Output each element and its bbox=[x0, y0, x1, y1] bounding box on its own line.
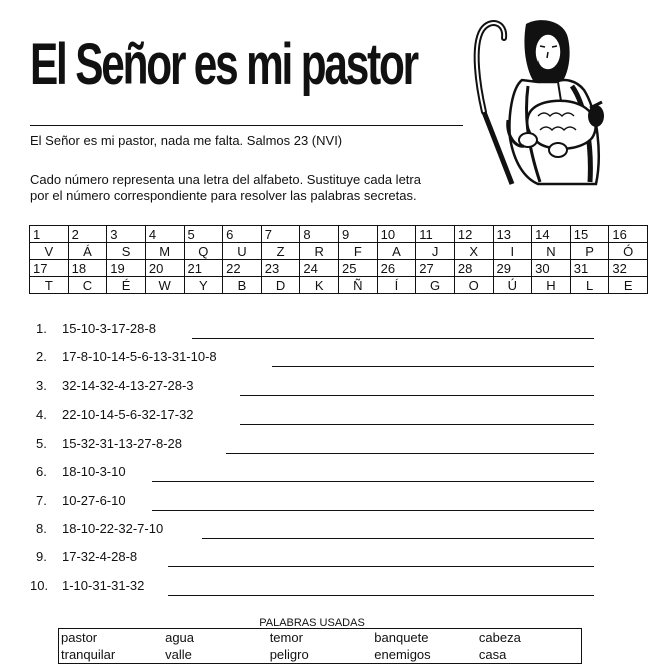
cipher-letter: G bbox=[416, 277, 455, 294]
puzzle-number: 10. bbox=[30, 578, 49, 593]
cipher-number: 12 bbox=[454, 226, 493, 243]
cipher-number: 15 bbox=[570, 226, 609, 243]
cipher-letter: Ñ bbox=[339, 277, 378, 294]
cipher-letter: X bbox=[454, 243, 493, 260]
words-used-title: PALABRAS USADAS bbox=[259, 617, 365, 629]
cipher-letter-row bbox=[30, 277, 648, 294]
puzzle-number: 7. bbox=[36, 493, 47, 508]
word-used: pastor bbox=[61, 630, 98, 645]
puzzle-code: 10-27-6-10 bbox=[62, 493, 126, 508]
cipher-letter: F bbox=[339, 243, 378, 260]
cipher-number: 14 bbox=[532, 226, 571, 243]
puzzle-code: 1-10-31-31-32 bbox=[62, 578, 145, 593]
cipher-number: 32 bbox=[609, 260, 648, 277]
cipher-letter: U bbox=[223, 243, 262, 260]
cipher-number: 25 bbox=[339, 260, 378, 277]
word-used: agua bbox=[165, 630, 195, 645]
cipher-letter: D bbox=[261, 277, 300, 294]
cipher-letter: B bbox=[223, 277, 262, 294]
answer-line[interactable] bbox=[226, 453, 594, 454]
cipher-letter: J bbox=[416, 243, 455, 260]
instructions-line: Cado número representa una letra del alfabeto. Sustituye cada letra bbox=[30, 172, 421, 187]
answer-line[interactable] bbox=[168, 595, 594, 596]
instructions-line: por el número correspondiente para resolver las palabras secretas. bbox=[30, 188, 417, 203]
cipher-number: 1 bbox=[30, 226, 69, 243]
puzzle-code: 18-10-22-32-7-10 bbox=[62, 521, 164, 536]
answer-line[interactable] bbox=[240, 395, 594, 396]
answer-line[interactable] bbox=[272, 366, 594, 367]
puzzle-number: 9. bbox=[36, 549, 47, 564]
puzzle-number: 1. bbox=[36, 321, 47, 336]
shepherd-illustration-icon bbox=[468, 16, 608, 186]
cipher-letter: R bbox=[300, 243, 339, 260]
puzzle-number: 2. bbox=[36, 349, 47, 364]
cipher-letter: C bbox=[68, 277, 107, 294]
word-used: casa bbox=[478, 647, 507, 662]
answer-line[interactable] bbox=[168, 566, 594, 567]
word-used: peligro bbox=[269, 647, 309, 662]
cipher-number-row bbox=[30, 260, 648, 277]
cipher-number: 13 bbox=[493, 226, 532, 243]
cipher-number: 23 bbox=[261, 260, 300, 277]
puzzle-number: 6. bbox=[36, 464, 47, 479]
cipher-number: 27 bbox=[416, 260, 455, 277]
cipher-number: 19 bbox=[107, 260, 146, 277]
puzzle-code: 17-8-10-14-5-6-13-31-10-8 bbox=[62, 349, 217, 364]
puzzle-code: 15-32-31-13-27-8-28 bbox=[62, 436, 182, 451]
cipher-number: 4 bbox=[145, 226, 184, 243]
cipher-letter: V bbox=[30, 243, 69, 260]
word-used: tranquilar bbox=[61, 647, 116, 662]
cipher-letter: E bbox=[609, 277, 648, 294]
cipher-number: 17 bbox=[30, 260, 69, 277]
cipher-number: 31 bbox=[570, 260, 609, 277]
cipher-letter: Ó bbox=[609, 243, 648, 260]
cipher-letter: M bbox=[145, 243, 184, 260]
cipher-number: 3 bbox=[107, 226, 146, 243]
cipher-letter: I bbox=[493, 243, 532, 260]
words-used-row bbox=[59, 646, 582, 664]
cipher-number: 29 bbox=[493, 260, 532, 277]
cipher-letter: A bbox=[377, 243, 416, 260]
puzzle-code: 18-10-3-10 bbox=[62, 464, 126, 479]
cipher-letter-row bbox=[30, 243, 648, 260]
instructions bbox=[30, 172, 460, 204]
cipher-number: 9 bbox=[339, 226, 378, 243]
cipher-letter: Z bbox=[261, 243, 300, 260]
words-used-row bbox=[59, 629, 582, 647]
cipher-number: 6 bbox=[223, 226, 262, 243]
puzzle-number: 8. bbox=[36, 521, 47, 536]
cipher-letter: Ú bbox=[493, 277, 532, 294]
word-used: enemigos bbox=[374, 647, 431, 662]
cipher-letter: Í bbox=[377, 277, 416, 294]
cipher-number: 16 bbox=[609, 226, 648, 243]
puzzle-code: 17-32-4-28-8 bbox=[62, 549, 138, 564]
cipher-letter: P bbox=[570, 243, 609, 260]
cipher-number-row bbox=[30, 226, 648, 243]
cipher-letter: Á bbox=[68, 243, 107, 260]
cipher-letter: K bbox=[300, 277, 339, 294]
cipher-letter: S bbox=[107, 243, 146, 260]
cipher-number: 21 bbox=[184, 260, 223, 277]
cipher-letter: É bbox=[107, 277, 146, 294]
words-used-table bbox=[58, 628, 582, 664]
cipher-letter: O bbox=[454, 277, 493, 294]
answer-line[interactable] bbox=[152, 481, 594, 482]
cipher-number: 8 bbox=[300, 226, 339, 243]
answer-line[interactable] bbox=[202, 538, 594, 539]
puzzle-number: 3. bbox=[36, 378, 47, 393]
answer-line[interactable] bbox=[152, 510, 594, 511]
cipher-number: 7 bbox=[261, 226, 300, 243]
word-used: valle bbox=[165, 647, 192, 662]
cipher-number: 5 bbox=[184, 226, 223, 243]
word-used: temor bbox=[269, 630, 303, 645]
puzzle-code: 32-14-32-4-13-27-28-3 bbox=[62, 378, 194, 393]
cipher-letter: T bbox=[30, 277, 69, 294]
page-title: El Señor es mi pastor bbox=[30, 32, 417, 97]
puzzle-code: 22-10-14-5-6-32-17-32 bbox=[62, 407, 194, 422]
cipher-number: 26 bbox=[377, 260, 416, 277]
answer-line[interactable] bbox=[240, 424, 594, 425]
puzzle-number: 5. bbox=[36, 436, 47, 451]
cipher-number: 18 bbox=[68, 260, 107, 277]
cipher-letter: Y bbox=[184, 277, 223, 294]
word-used: cabeza bbox=[478, 630, 521, 645]
cipher-number: 10 bbox=[377, 226, 416, 243]
cipher-letter: H bbox=[532, 277, 571, 294]
cipher-letter: L bbox=[570, 277, 609, 294]
cipher-number: 22 bbox=[223, 260, 262, 277]
cipher-number: 28 bbox=[454, 260, 493, 277]
cipher-letter: W bbox=[145, 277, 184, 294]
cipher-number: 30 bbox=[532, 260, 571, 277]
verse-text: El Señor es mi pastor, nada me falta. Salmos 23 (NVI) bbox=[30, 133, 343, 148]
answer-line[interactable] bbox=[192, 338, 594, 339]
cipher-number: 2 bbox=[68, 226, 107, 243]
cipher-letter: N bbox=[532, 243, 571, 260]
cipher-number: 20 bbox=[145, 260, 184, 277]
puzzle-number: 4. bbox=[36, 407, 47, 422]
cipher-letter: Q bbox=[184, 243, 223, 260]
word-used: banquete bbox=[374, 630, 429, 645]
cipher-number: 11 bbox=[416, 226, 455, 243]
puzzle-code: 15-10-3-17-28-8 bbox=[62, 321, 156, 336]
cipher-number: 24 bbox=[300, 260, 339, 277]
title-divider bbox=[30, 125, 463, 126]
cipher-key-table bbox=[29, 225, 648, 294]
